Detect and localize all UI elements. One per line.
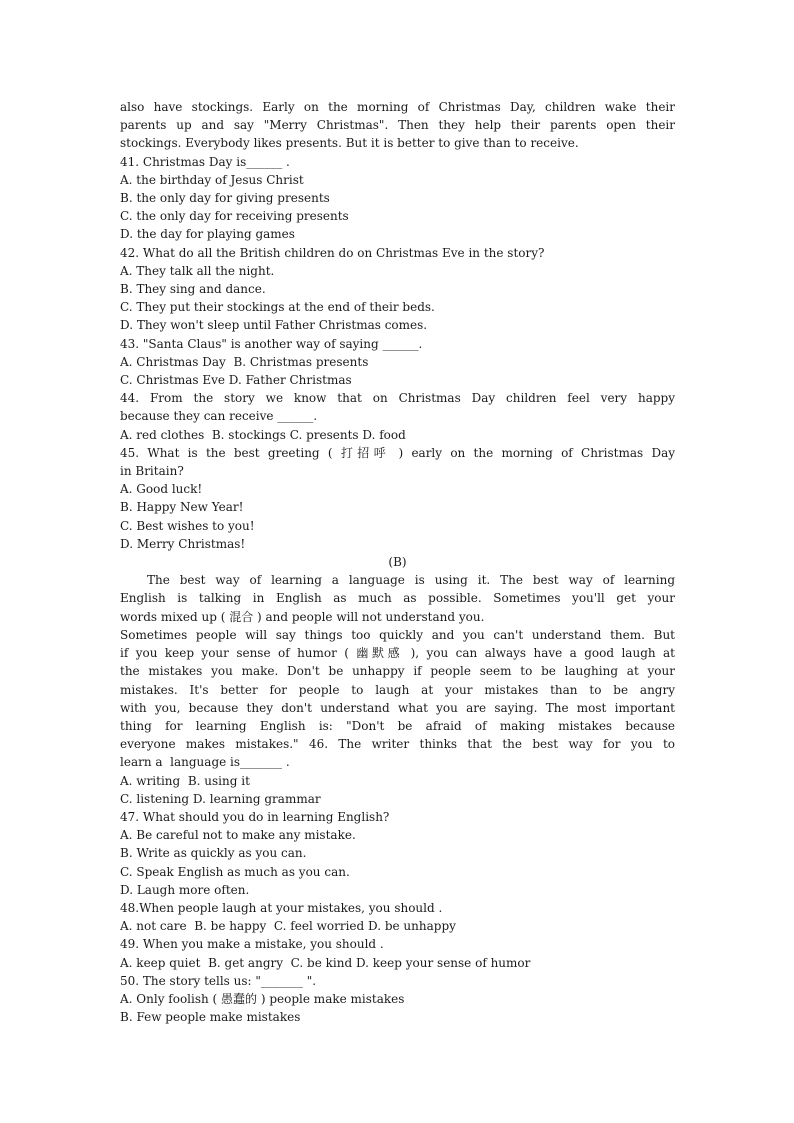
option-b: B. Happy New Year! — [120, 500, 244, 515]
option-line: C. listening D. learning grammar — [120, 791, 321, 806]
paragraph-line: if you keep your sense of humor ( 幽默感 ), you can always have a good laugh at — [120, 646, 675, 661]
question-stem: 48.When people laugh at your mistakes, you should . — [120, 900, 443, 915]
paragraph-line: English is talking in English as much as possible. Sometimes you'll get your — [120, 591, 675, 606]
question-42 — [120, 244, 675, 335]
question-49 — [120, 935, 675, 971]
question-48 — [120, 899, 675, 935]
question-44 — [120, 389, 675, 444]
paragraph-line: mistakes. It's better for people to laugh at your mistakes than to be angry — [120, 682, 675, 697]
option-b: B. Few people make mistakes — [120, 1010, 301, 1025]
passage-a-tail — [120, 98, 675, 153]
option-b: B. the only day for giving presents — [120, 191, 330, 206]
question-stem: 44. From the story we know that on Christmas Day children feel very happy — [120, 391, 675, 406]
passage-b — [120, 571, 675, 753]
question-stem-cont: learn a language is_______ . — [120, 755, 290, 770]
option-c: C. Best wishes to you! — [120, 518, 255, 533]
paragraph-line: the mistakes you make. Don't be unhappy if people seem to be laughing at your — [120, 664, 675, 679]
question-46 — [120, 753, 675, 808]
paragraph-line: thing for learning English is: "Don't be afraid of making mistakes because — [120, 718, 675, 733]
question-stem: 43. "Santa Claus" is another way of saying ______. — [120, 336, 423, 351]
section-b-title: (B) — [388, 555, 407, 570]
question-45 — [120, 444, 675, 553]
option-a: A. Only foolish ( 愚蠢的 ) people make mistakes — [120, 991, 405, 1006]
option-c: C. the only day for receiving presents — [120, 209, 349, 224]
option-line: A. keep quiet B. get angry C. be kind D. keep your sense of humor — [120, 955, 531, 970]
question-stem-cont: because they can receive ______. — [120, 409, 318, 424]
question-stem: 49. When you make a mistake, you should . — [120, 937, 384, 952]
option-line: A. Christmas Day B. Christmas presents — [120, 354, 369, 369]
paragraph-line: stockings. Everybody likes presents. But it is better to give than to receive. — [120, 136, 579, 151]
option-line: A. writing B. using it — [120, 773, 250, 788]
paragraph-line: with you, because they don't understand what you are saying. The most important — [120, 700, 675, 715]
option-a: A. Be careful not to make any mistake. — [120, 828, 356, 843]
question-stem: 47. What should you do in learning English? — [120, 809, 390, 824]
paragraph-line: The best way of learning a language is using it. The best way of learning — [147, 573, 675, 588]
question-stem-cont: in Britain? — [120, 464, 184, 479]
paragraph-line: words mixed up ( 混合 ) and people will not understand you. — [120, 609, 485, 624]
question-stem: 50. The story tells us: "_______ ". — [120, 973, 317, 988]
question-41 — [120, 153, 675, 244]
option-a: A. the birthday of Jesus Christ — [120, 172, 304, 187]
paragraph-line: Sometimes people will say things too quickly and you can't understand them. But — [120, 627, 675, 642]
option-a: A. They talk all the night. — [120, 263, 275, 278]
option-c: C. They put their stockings at the end of their beds. — [120, 300, 435, 315]
page-content — [120, 98, 675, 1026]
question-43 — [120, 335, 675, 390]
question-stem: 41. Christmas Day is______ . — [120, 154, 290, 169]
option-d: D. the day for playing games — [120, 227, 295, 242]
option-a: A. Good luck! — [120, 482, 203, 497]
option-d: D. Laugh more often. — [120, 882, 250, 897]
option-d: D. They won't sleep until Father Christmas comes. — [120, 318, 428, 333]
option-line: C. Christmas Eve D. Father Christmas — [120, 373, 352, 388]
paragraph-line: parents up and say "Merry Christmas". Then they help their parents open their — [120, 118, 675, 133]
question-stem: 42. What do all the British children do on Christmas Eve in the story? — [120, 245, 545, 260]
paragraph-line: everyone makes mistakes." 46. The writer thinks that the best way for you to — [120, 737, 675, 752]
option-line: A. not care B. be happy C. feel worried D. be unhappy — [120, 919, 456, 934]
option-b: B. Write as quickly as you can. — [120, 846, 307, 861]
paragraph-line: also have stockings. Early on the morning of Christmas Day, children wake their — [120, 100, 675, 114]
option-b: B. They sing and dance. — [120, 282, 266, 297]
question-stem: 45. What is the best greeting ( 打招呼 ) early on the morning of Christmas Day — [120, 445, 675, 460]
question-47 — [120, 808, 675, 899]
option-line: A. red clothes B. stockings C. presents D. food — [120, 427, 406, 442]
option-d: D. Merry Christmas! — [120, 536, 246, 551]
question-50 — [120, 972, 675, 1027]
option-c: C. Speak English as much as you can. — [120, 864, 350, 879]
